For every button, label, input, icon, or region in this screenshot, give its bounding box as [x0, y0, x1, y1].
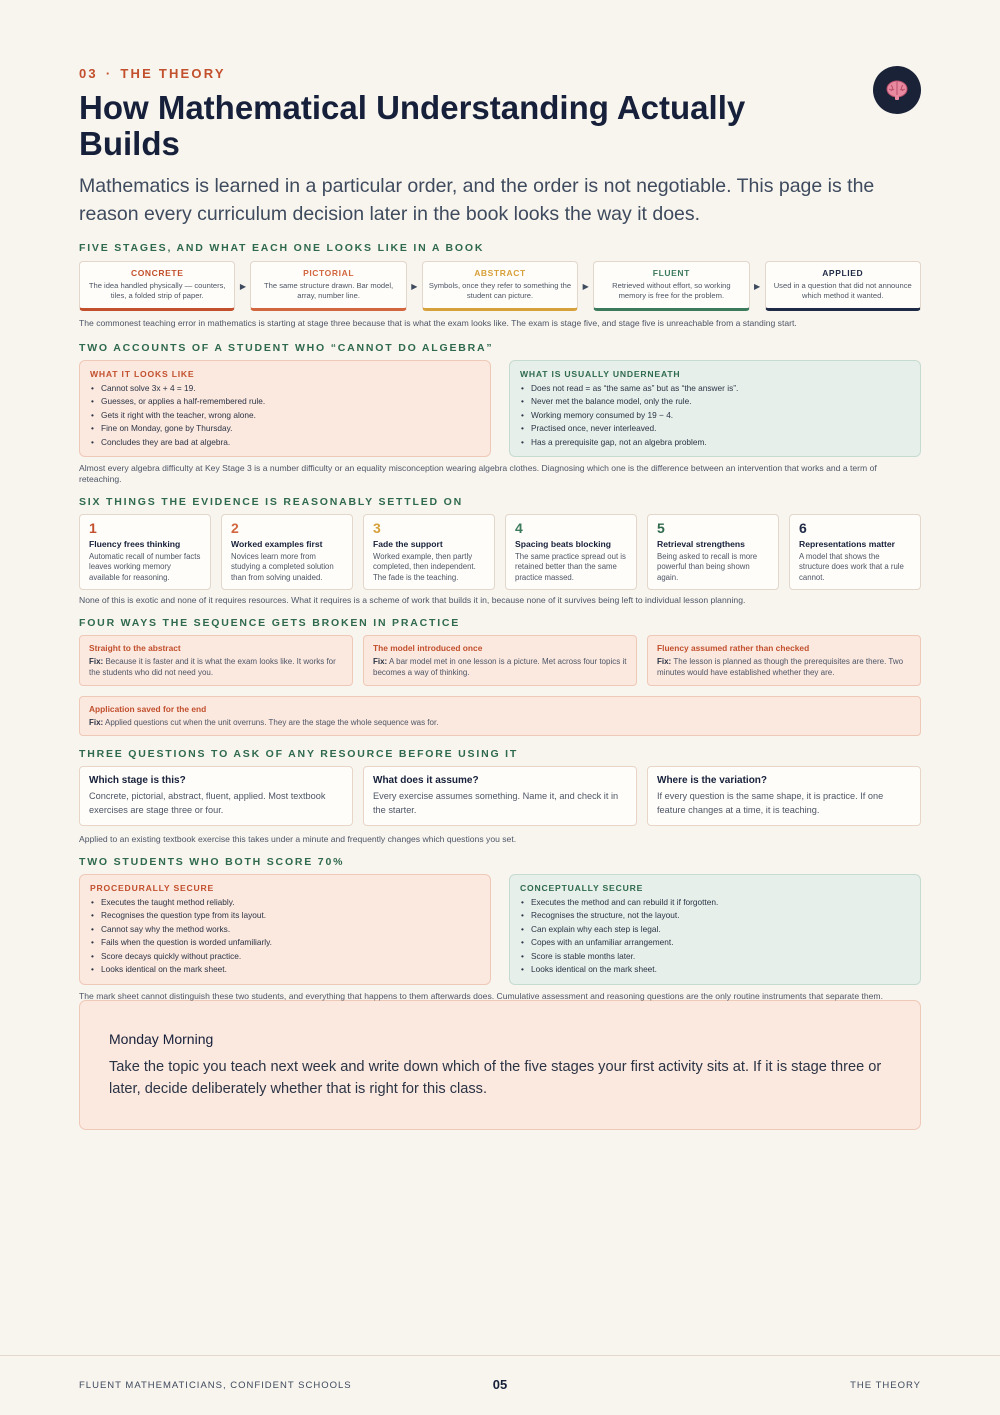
broken-fix: [89, 717, 911, 728]
evidence-card: [789, 514, 921, 590]
brain-badge: [873, 66, 921, 114]
evidence-card: [505, 514, 637, 590]
fix-label: Fix:: [657, 657, 672, 666]
evidence-desc: The same practice spread out is retained better than the same practice massed.: [515, 552, 626, 582]
broken-row: [79, 635, 921, 686]
evidence-title: Retrieval strengthens: [657, 539, 745, 549]
list-item: • Has a prerequisite gap, not an algebra problem.: [520, 436, 910, 449]
evidence-desc: A model that shows the structure does work that a rule cannot.: [799, 552, 904, 582]
fix-text: Because it is faster and it is what the exam looks like. It works for the students who did not need you.: [89, 657, 336, 677]
evidence-desc: Automatic recall of number facts leaves working memory available for reasoning.: [89, 552, 201, 582]
brain-icon: [885, 79, 909, 101]
evidence-row: [79, 514, 921, 590]
list-item: • Score is stable months later.: [520, 950, 910, 963]
fix-text: The lesson is planned as though the prerequisites are there. Two minutes would have established whether they are.: [657, 657, 904, 677]
questions-heading: THREE QUESTIONS TO ASK OF ANY RESOURCE BEFORE USING IT: [79, 748, 519, 760]
list-item: • Does not read = as “the same as” but as “the answer is”.: [520, 382, 910, 395]
stage-desc: Symbols, once they refer to something the student can picture.: [428, 281, 572, 300]
evidence-card: [363, 514, 495, 590]
students-note: The mark sheet cannot distinguish these two students, and everything that happens to them afterwards does. Cumulative assessment and reasoning questions are the only routine instruments that separate them.: [79, 991, 883, 1001]
chapter-number: 03: [79, 66, 98, 81]
stage-card-applied: [765, 261, 921, 311]
arrow-icon: ▶: [239, 281, 246, 291]
broken-title: Application saved for the end: [89, 704, 207, 714]
fix-label: Fix:: [373, 657, 388, 666]
list-item: • Looks identical on the mark sheet.: [520, 963, 910, 976]
list-item: • Executes the taught method reliably.: [90, 896, 480, 909]
stage-name: CONCRETE: [130, 268, 184, 278]
list-item: • Looks identical on the mark sheet.: [90, 963, 480, 976]
chapter-section: THE THEORY: [120, 66, 226, 81]
evidence-card: [647, 514, 779, 590]
evidence-number: 1: [89, 520, 97, 536]
procedural-list: [90, 896, 480, 976]
broken-title: Straight to the abstract: [89, 643, 181, 653]
conceptual-list: [520, 896, 910, 976]
question-card: [647, 766, 921, 826]
broken-card: [647, 635, 921, 686]
stage-card-concrete: [79, 261, 235, 311]
looks-like-list: [90, 382, 480, 449]
page-lede: Mathematics is learned in a particular order, and the order is not negotiable. This page is the reason every curriculum decision later in the book looks the way it does.: [79, 175, 875, 225]
list-item: • Fails when the question is worded unfamiliarly.: [90, 936, 480, 949]
evidence-heading: SIX THINGS THE EVIDENCE IS REASONABLY SETTLED ON: [79, 496, 463, 508]
broken-card: [79, 635, 353, 686]
kicker-separator: ·: [105, 66, 113, 81]
arrow-icon: ▶: [411, 281, 418, 291]
monday-title: Monday Morning: [109, 1031, 214, 1047]
evidence-number: 3: [373, 520, 381, 536]
monday-callout: [79, 1000, 921, 1130]
evidence-title: Spacing beats blocking: [515, 539, 611, 549]
question-card: [79, 766, 353, 826]
broken-title: Fluency assumed rather than checked: [657, 643, 810, 653]
arrow-icon: ▶: [582, 281, 589, 291]
page-footer: [0, 1355, 1000, 1415]
stage-card-pictorial: [250, 261, 406, 311]
stage-name: FLUENT: [652, 268, 690, 278]
accounts-note: Almost every algebra difficulty at Key Stage 3 is a number difficulty or an equality misconception wearing algebra clothes. Diagnosing which one is the difference between an intervention that works and a term of reteaching.: [79, 463, 877, 484]
broken-fix: [89, 656, 343, 678]
question-desc: Every exercise assumes something. Name it, and check it in the starter.: [373, 791, 619, 815]
stages-heading: FIVE STAGES, AND WHAT EACH ONE LOOKS LIKE IN A BOOK: [79, 242, 485, 254]
fix-label: Fix:: [89, 657, 104, 666]
box-title: PROCEDURALLY SECURE: [90, 883, 215, 893]
footer-section: THE THEORY: [850, 1380, 921, 1391]
broken-fix: [373, 656, 627, 678]
stage-name: ABSTRACT: [474, 268, 526, 278]
underneath-box: [509, 360, 921, 457]
list-item: • Never met the balance model, only the rule.: [520, 395, 910, 408]
evidence-title: Representations matter: [799, 539, 895, 549]
evidence-title: Worked examples first: [231, 539, 323, 549]
monday-text: Take the topic you teach next week and write down which of the five stages your first activity sits at. If it is stage three or later, decide deliberately whether that is right for this class.: [109, 1059, 882, 1097]
stages-note: The commonest teaching error in mathematics is starting at stage three because that is what the exam looks like. The exam is stage five, and stage five is unreachable from a standing start.: [79, 318, 797, 328]
footer-page-number: 05: [492, 1377, 508, 1392]
stage-card-fluent: [593, 261, 749, 311]
list-item: • Recognises the question type from its layout.: [90, 909, 480, 922]
chapter-kicker: [79, 66, 921, 82]
stage-name: APPLIED: [822, 268, 864, 278]
question-title: Which stage is this?: [89, 775, 186, 786]
list-item: • Practised once, never interleaved.: [520, 422, 910, 435]
arrow-icon: ▶: [753, 281, 761, 291]
list-item: • Cannot solve 3x + 4 = 19.: [90, 382, 480, 395]
content: [79, 66, 921, 1130]
evidence-number: 2: [231, 520, 239, 536]
question-title: Where is the variation?: [657, 775, 768, 786]
question-desc: If every question is the same shape, it is practice. If one feature changes at a time, it is teaching.: [657, 791, 884, 815]
stage-card-abstract: [422, 261, 578, 311]
students-row: [79, 874, 921, 985]
list-item: • Executes the method and can rebuild it if forgotten.: [520, 896, 910, 909]
list-item: • Score decays quickly without practice.: [90, 950, 480, 963]
page-title: How Mathematical Understanding Actually Builds: [79, 89, 746, 162]
list-item: • Can explain why each step is legal.: [520, 923, 910, 936]
stage-desc: The idea handled physically — counters, tiles, a folded strip of paper.: [88, 281, 226, 300]
looks-like-box: [79, 360, 491, 457]
stages-row: [79, 261, 921, 311]
evidence-number: 6: [799, 520, 807, 536]
fix-label: Fix:: [89, 718, 104, 727]
conceptual-box: [509, 874, 921, 985]
evidence-number: 5: [657, 520, 665, 536]
list-item: • Guesses, or applies a half-remembered rule.: [90, 395, 480, 408]
box-title: WHAT IT LOOKS LIKE: [90, 369, 195, 379]
broken-title: The model introduced once: [373, 643, 483, 653]
question-title: What does it assume?: [373, 775, 479, 786]
stage-desc: Used in a question that did not announce which method it wanted.: [773, 281, 912, 300]
broken-card: [363, 635, 637, 686]
list-item: • Working memory consumed by 19 − 4.: [520, 409, 910, 422]
question-card: [363, 766, 637, 826]
list-item: • Fine on Monday, gone by Thursday.: [90, 422, 480, 435]
accounts-heading: TWO ACCOUNTS OF A STUDENT WHO “CANNOT DO ALGEBRA”: [79, 342, 494, 354]
list-item: • Concludes they are bad at algebra.: [90, 436, 480, 449]
questions-row: [79, 766, 921, 826]
questions-note: Applied to an existing textbook exercise this takes under a minute and frequently changes which questions you set.: [79, 834, 517, 844]
underneath-list: [520, 382, 910, 449]
evidence-title: Fluency frees thinking: [89, 539, 181, 549]
students-heading: TWO STUDENTS WHO BOTH SCORE 70%: [79, 856, 345, 868]
fix-text: A bar model met in one lesson is a picture. Met across four topics it becomes a way of thinking.: [373, 657, 627, 677]
list-item: • Cannot say why the method works.: [90, 923, 480, 936]
broken-heading: FOUR WAYS THE SEQUENCE GETS BROKEN IN PRACTICE: [79, 617, 461, 629]
evidence-desc: Worked example, then partly completed, then independent. The fade is the teaching.: [373, 552, 476, 582]
evidence-title: Fade the support: [373, 539, 443, 549]
accounts-row: [79, 360, 921, 457]
stage-desc: Retrieved without effort, so working memory is free for the problem.: [612, 281, 731, 300]
list-item: • Recognises the structure, not the layout.: [520, 909, 910, 922]
broken-fix: [657, 656, 911, 678]
fix-text: Applied questions cut when the unit overruns. They are the stage the whole sequence was for.: [105, 718, 439, 727]
box-title: WHAT IS USUALLY UNDERNEATH: [520, 369, 681, 379]
list-item: • Copes with an unfamiliar arrangement.: [520, 936, 910, 949]
procedural-box: [79, 874, 491, 985]
evidence-desc: Novices learn more from studying a completed solution than from solving unaided.: [231, 552, 334, 582]
stage-name: PICTORIAL: [303, 268, 355, 278]
evidence-desc: Being asked to recall is more powerful than being shown again.: [657, 552, 758, 582]
box-title: CONCEPTUALLY SECURE: [520, 883, 644, 893]
stage-desc: The same structure drawn. Bar model, array, number line.: [264, 281, 394, 300]
question-desc: Concrete, pictorial, abstract, fluent, applied. Most textbook exercises are stage three or four.: [89, 791, 326, 815]
evidence-card: [79, 514, 211, 590]
evidence-note: None of this is exotic and none of it requires resources. What it requires is a scheme of work that builds it in, because none of it survives being left to individual lesson planning.: [79, 595, 746, 605]
broken-card-wide: [79, 696, 921, 736]
footer-book-title: FLUENT MATHEMATICIANS, CONFIDENT SCHOOLS: [79, 1380, 352, 1391]
list-item: • Gets it right with the teacher, wrong alone.: [90, 409, 480, 422]
evidence-card: [221, 514, 353, 590]
evidence-number: 4: [515, 520, 523, 536]
